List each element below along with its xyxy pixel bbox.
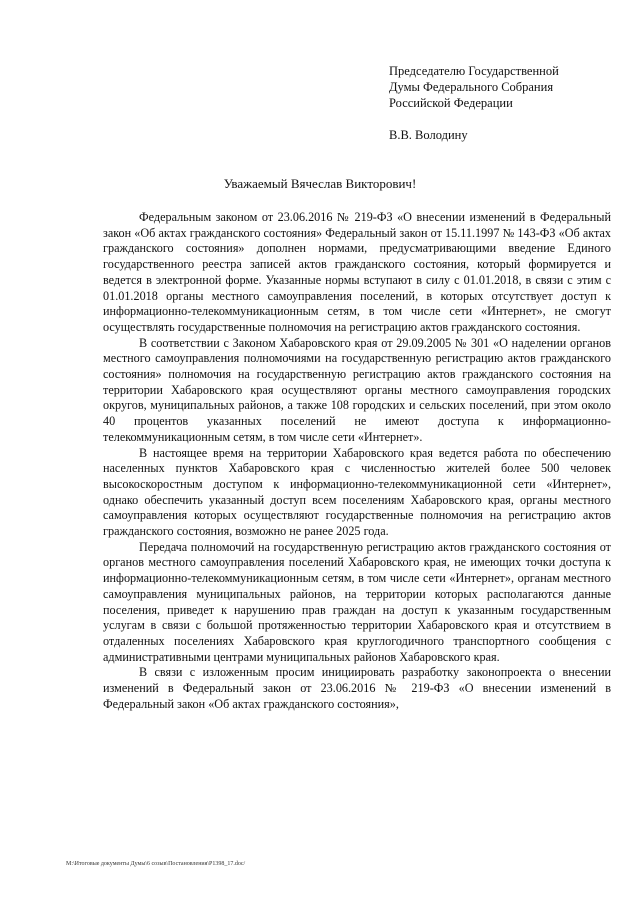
letter-body xyxy=(103,210,611,713)
paragraph: В настоящее время на территории Хабаровского края ведется работа по обеспечению населенных пунктов Хабаровского края с численностью жителей более 500 человек высокоскоростным доступом к информационно-телекоммуникационной сети «Интернет», однако обеспечить указанный доступ всем поселениям Хабаровского края, органы местного самоуправления которых осуществляют государственные полномочия на регистрацию актов гражданского состояния, возможно не ранее 2025 года. xyxy=(103,445,611,539)
addressee-line: Председателю Государственной xyxy=(389,64,559,78)
file-path-footer: M:\Итоговые документы Думы\6 созыв\Постановления\Р1398_17.doc/ xyxy=(66,861,246,867)
paragraph: В соответствии с Законом Хабаровского края от 29.09.2005 № 301 «О наделении органов местного самоуправления полномочиями на государственную регистрацию актов гражданского состояния» полномочия на государственную регистрацию актов гражданского состояния на территории Хабаровского края осуществляют органы местного самоуправления городских округов, муниципальных районов, а также 108 городских и сельских поселений, при этом около 40 процентов указанных поселений не имеют доступа к информационно-телекоммуникационным сетям, в том числе сети «Интернет». xyxy=(103,335,611,444)
addressee-block xyxy=(389,63,559,143)
greeting: Уважаемый Вячеслав Викторович! xyxy=(223,176,417,191)
paragraph: В связи с изложенным просим инициировать разработку законопроекта о внесении изменений в Федеральный закон от 23.06.2016 № 219-ФЗ «О внесении изменений в Федеральный закон «Об актах гражданского состояния», xyxy=(103,665,611,711)
paragraph: Федеральным законом от 23.06.2016 № 219-ФЗ «О внесении изменений в Федеральный закон «Об актах гражданского состояния» Федеральный закон от 15.11.1997 № 143-ФЗ «Об актах гражданского состояния» дополнен нормами, предусматривающими введение Единого государственного реестра записей актов гражданского состояния, который формируется и ведется в электронной форме. Указанные нормы вступают в силу с 01.01.2018, в связи с этим с 01.01.2018 органы местного самоуправления поселений, в которых отсутствует доступ к информационно-телекоммуникационным сетям, в том числе сети «Интернет», не смогут осуществлять государственные полномочия на регистрацию актов гражданского состояния. xyxy=(103,210,611,334)
addressee-line: Российской Федерации xyxy=(389,96,513,110)
addressee-line: Думы Федерального Собрания xyxy=(389,80,554,94)
addressee-name: В.В. Володину xyxy=(389,128,468,142)
paragraph: Передача полномочий на государственную регистрацию актов гражданского состояния от органов местного самоуправления поселений Хабаровского края, не имеющих точки доступа к информационно-телекоммуникационным сетям, в том числе сети «Интернет», органам местного самоуправления муниципальных районов, на территории которых располагаются данные поселения, приведет к нарушению прав граждан на доступ к указанным государственным услугам в связи с большой протяженностью территории Хабаровского края и отсутствием в отдаленных поселениях Хабаровского края круглогодичного транспортного сообщения с административными центрами муниципальных районов Хабаровского края. xyxy=(103,539,611,664)
